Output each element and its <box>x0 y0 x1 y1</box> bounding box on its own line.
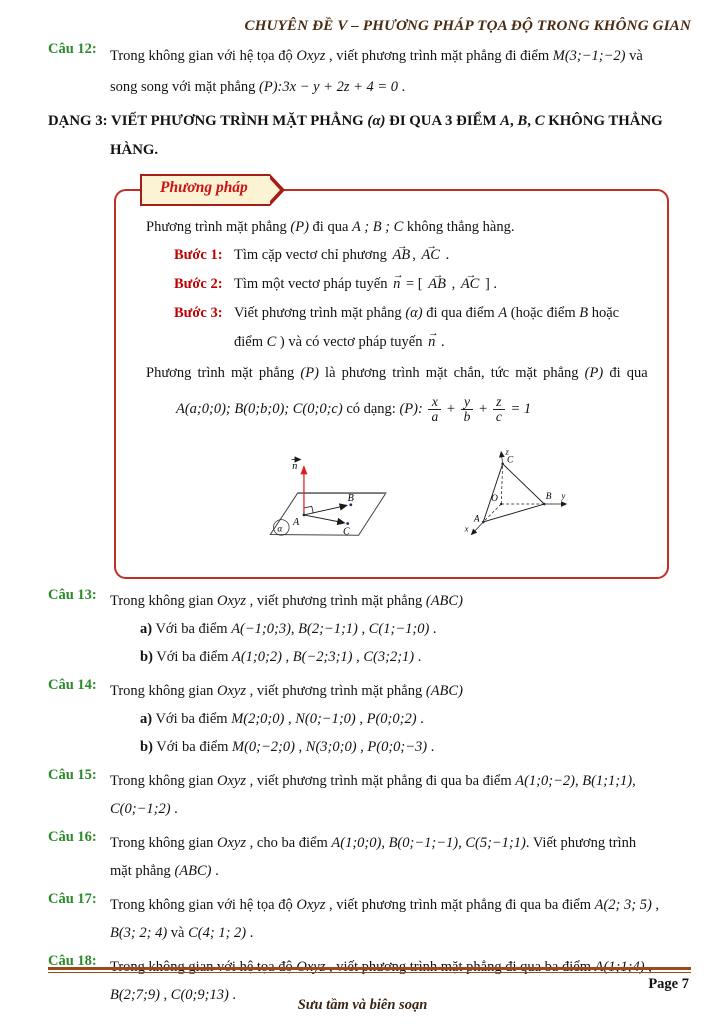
point-O <box>500 503 502 505</box>
label-A: A <box>474 514 480 525</box>
problem-line: B(3; 2; 4) và C(4; 1; 2) . <box>110 925 254 941</box>
problem-text <box>110 677 695 761</box>
problem-line: mặt phẳng (ABC) . <box>110 863 219 879</box>
problem-label: Câu 15: <box>48 767 97 783</box>
problem-item <box>0 891 725 947</box>
problem-line: C(0;−1;2) . <box>110 801 178 817</box>
label-z: z <box>505 446 510 457</box>
step-text: Tìm cặp vectơ chỉ phương → AB , → AC . <box>234 241 651 270</box>
problem-text <box>110 587 695 671</box>
step-label: Bước 1: <box>174 247 223 263</box>
method-intro: Phương trình mặt phẳng (P) đi qua A ; B ; C không thẳng hàng. <box>146 219 515 235</box>
figures-row <box>132 429 651 573</box>
step-text: Viết phương trình mặt phẳng (α) đi qua điểm A (hoặc điểm B hoặc điểm C ) và có vectơ pháp tuyến → n . <box>234 299 651 357</box>
label-n: n <box>292 460 298 472</box>
label-x: x <box>464 523 469 534</box>
point-C <box>346 522 349 525</box>
problem-line: B(2;7;9) , C(0;9;13) . <box>110 987 237 1003</box>
label-B: B <box>545 492 552 502</box>
axes-triangle-diagram <box>438 431 625 567</box>
label-B: B <box>347 492 354 504</box>
method-steps <box>132 241 651 357</box>
problem-line: a) Với ba điểm A(−1;0;3), B(2;−1;1) , C(1;−1;0) . <box>140 621 437 637</box>
problem-line: Trong không gian Oxyz , cho ba điểm A(1;0;0), B(0;−1;−1), C(5;−1;1). Viết phương trình <box>110 835 637 851</box>
label-y: y <box>561 490 566 501</box>
problem-item <box>0 767 725 823</box>
page-title: CHUYÊN ĐỀ V – PHƯƠNG PHÁP TỌA ĐỘ TRONG KHÔNG GIAN <box>244 18 691 34</box>
footer-rule <box>48 967 691 973</box>
label-A: A <box>293 517 300 529</box>
label-O: O <box>491 494 499 505</box>
method-note: Phương trình mặt phẳng (P) là phương trình mặt chắn, tức mặt phẳng (P) đi qua <box>146 365 648 381</box>
point-B <box>543 503 546 506</box>
method-step <box>132 270 651 299</box>
point-C <box>502 463 505 466</box>
section-heading: DẠNG 3: VIẾT PHƯƠNG TRÌNH MẶT PHẲNG (α) ĐI QUA 3 ĐIỂM A, B, C KHÔNG THẲNG HÀNG. <box>48 113 663 158</box>
point-A <box>303 514 306 517</box>
plane-shape <box>270 493 386 538</box>
problem-item <box>0 829 725 885</box>
problem-line: Trong không gian với hệ tọa độ Oxyz , viết phương trình mặt phẳng đi qua ba điểm A(2; 3; 5) , <box>110 897 660 913</box>
problem-line: Trong không gian với hệ tọa độ Oxyz , viết phương trình mặt phẳng đi điểm M(3;−1;−2) và <box>110 48 643 64</box>
z-axis-dashed <box>501 464 502 504</box>
problem-text <box>110 891 695 947</box>
problem-line: Trong không gian Oxyz , viết phương trình mặt phẳng đi qua ba điểm A(1;0;−2), B(1;1;1), <box>110 773 636 789</box>
normal-arrowhead <box>300 465 307 474</box>
problem-label: Câu 18: <box>48 953 97 969</box>
method-tab: Phương pháp <box>140 174 270 206</box>
page-footer <box>0 967 725 1014</box>
problem-label: Câu 16: <box>48 829 97 845</box>
problem-item <box>0 41 725 103</box>
problem-line: song song với mặt phẳng (P):3x − y + 2z + 4 = 0 . <box>110 79 406 95</box>
problem-item <box>0 677 725 761</box>
problem-line: a) Với ba điểm M(2;0;0) , N(0;−1;0) , P(0;0;2) . <box>140 711 424 727</box>
z-axis <box>501 452 502 463</box>
method-formula: A(a;0;0); B(0;b;0); C(0;0;c) có dạng: (P): $\frac{x}{a}$ + $\frac{y}{b}$ + $\frac{z}{c}$ = 1 <box>176 394 532 425</box>
problem-text <box>110 829 695 885</box>
problem-label: Câu 13: <box>48 587 97 603</box>
problem-label: Câu 12: <box>48 41 97 57</box>
method-step <box>132 241 651 270</box>
page-number: Page 7 <box>648 976 689 992</box>
problem-text <box>110 41 695 103</box>
problem-line: b) Với ba điểm M(0;−2;0) , N(3;0;0) , P(0;0;−3) . <box>140 739 435 755</box>
problem-text <box>110 767 695 823</box>
problem-label: Câu 17: <box>48 891 97 907</box>
step-text: Tìm một vectơ pháp tuyến → n = [ → AB , → AC ] . <box>234 270 651 299</box>
vector-AC <box>304 515 344 523</box>
label-alpha: α <box>277 524 283 535</box>
plane-normal-diagram <box>204 441 438 567</box>
label-C: C <box>507 455 514 466</box>
problem-line: Trong không gian Oxyz , viết phương trình mặt phẳng (ABC) <box>110 683 463 699</box>
problem-label: Câu 14: <box>48 677 97 693</box>
point-A <box>482 521 485 524</box>
problem-list <box>0 587 725 1009</box>
method-step <box>132 299 651 357</box>
label-C: C <box>342 526 350 538</box>
problem-line: Trong không gian Oxyz , viết phương trình mặt phẳng (ABC) <box>110 593 463 609</box>
method-box <box>114 179 669 579</box>
problem-line: b) Với ba điểm A(1;0;2) , B(−2;3;1) , C(3;2;1) . <box>140 649 422 665</box>
step-label: Bước 3: <box>174 305 223 321</box>
problem-item <box>0 587 725 671</box>
right-angle-mark <box>304 506 313 513</box>
step-label: Bước 2: <box>174 276 223 292</box>
footer-credit: Sưu tầm và biên soạn <box>297 997 428 1013</box>
problem-line: Trong không gian với hệ tọa độ Oxyz , viết phương trình mặt phẳng đi qua ba điểm A(1;1;4) , <box>110 959 652 975</box>
